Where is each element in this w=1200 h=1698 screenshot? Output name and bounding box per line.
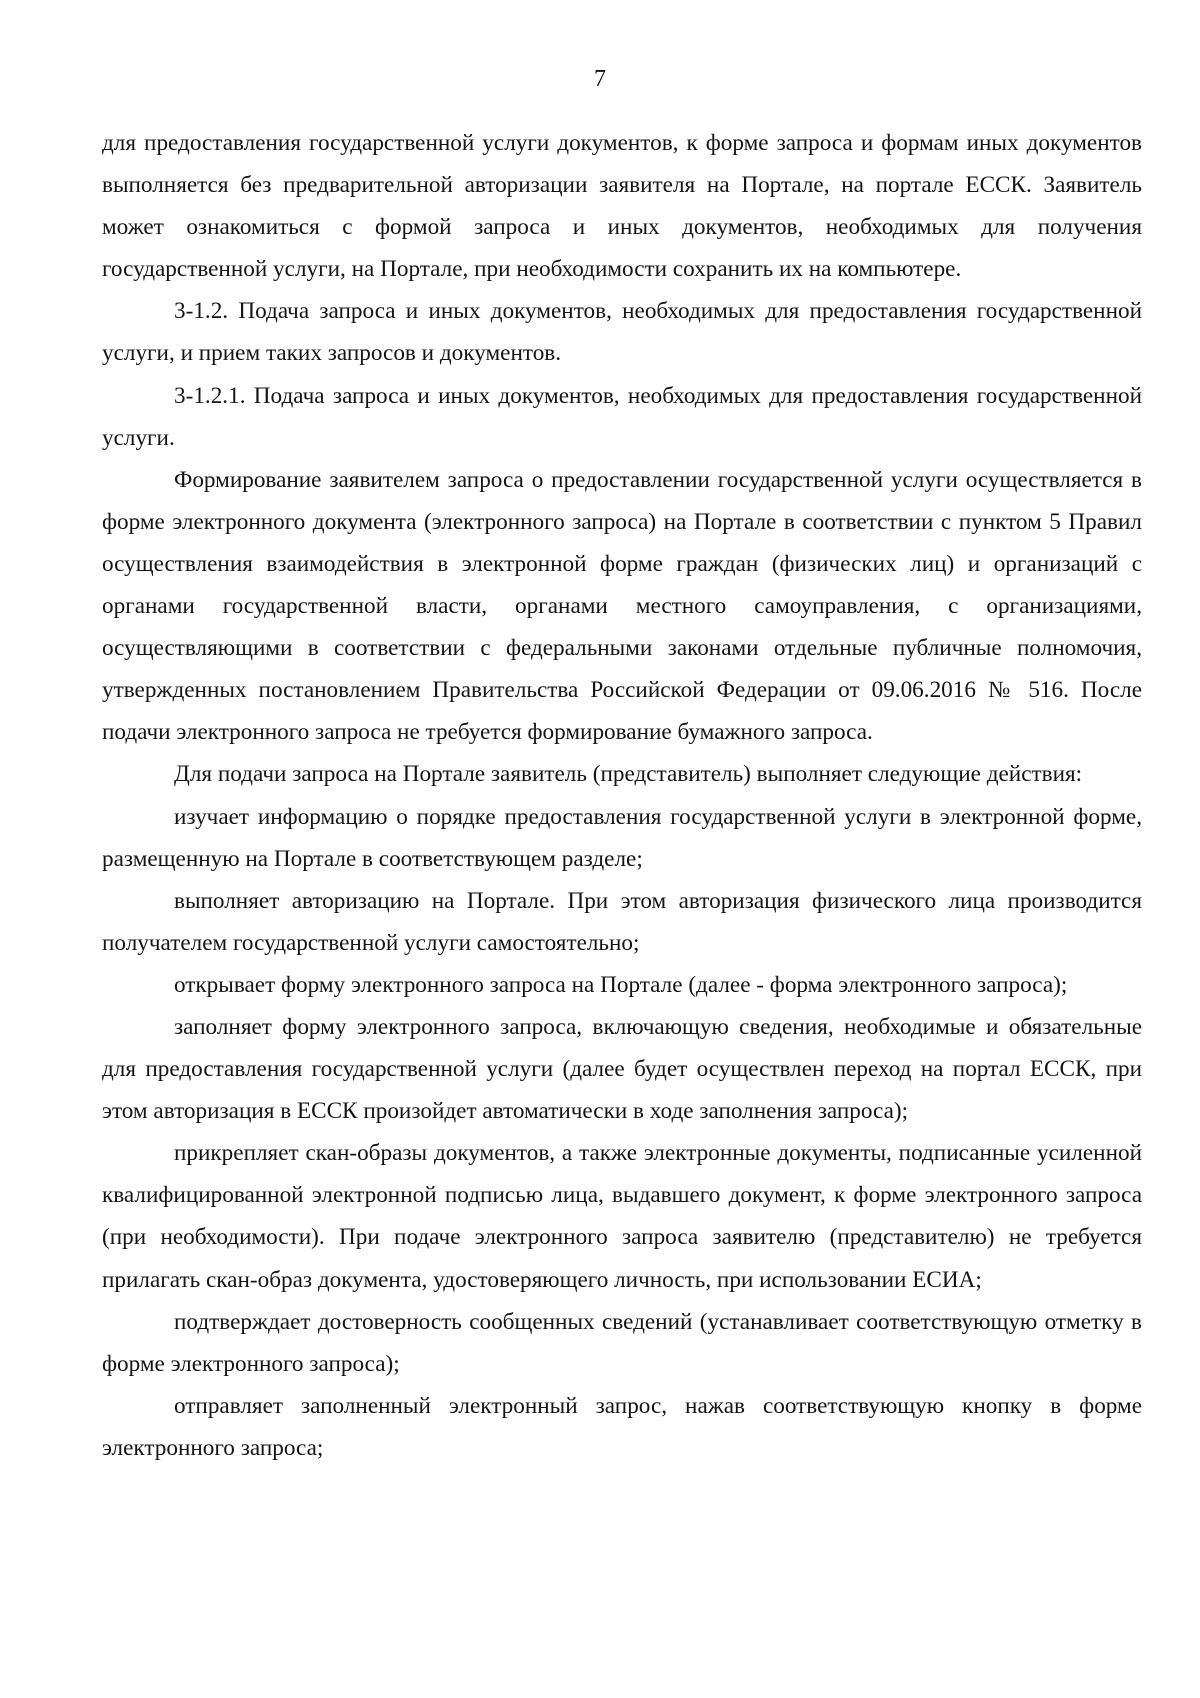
page-number: 7	[594, 66, 606, 92]
document-body	[102, 122, 1142, 1469]
paragraph-request-formation: Формирование заявителем запроса о предоставлении государственной услуги осуществляется в форме электронного документа (электронного запроса) на Портале в соответствии с пунктом 5 Правил осуществления взаимодействия в электронной форме граждан (физических лиц) и организаций с органами государственной власти, органами местного самоуправления, с организациями, осуществляющими в соответствии с федеральными законами отдельные публичные полномочия, утвержденных постановлением Правительства Российской Федерации от 09.06.2016 № 516. После подачи электронного запроса не требуется формирование бумажного запроса.	[102, 466, 1142, 746]
list-item-send-request: отправляет заполненный электронный запрос, нажав соответствующую кнопку в форме электронного запроса;	[102, 1392, 1142, 1461]
list-item-fill-form: заполняет форму электронного запроса, включающую сведения, необходимые и обязательные для предоставления государственной услуги (далее будет осуществлен переход на портал ЕССК, при этом авторизация в ЕССК произойдет автоматически в ходе заполнения запроса);	[102, 1013, 1142, 1125]
paragraph-continuation: для предоставления государственной услуги документов, к форме запроса и формам иных документов выполняется без предварительной авторизации заявителя на Портале, на портале ЕССК. Заявитель может ознакомиться с формой запроса и иных документов, необходимых для получения государственной услуги, на Портале, при необходимости сохранить их на компьютере.	[102, 130, 1142, 283]
list-item-confirm-data: подтверждает достоверность сообщенных сведений (устанавливает соответствующую отметку в форме электронного запроса);	[102, 1308, 1142, 1377]
list-item-authorization: выполняет авторизацию на Портале. При этом авторизация физического лица производится получателем государственной услуги самостоятельно;	[102, 887, 1142, 956]
paragraph-actions-intro: Для подачи запроса на Портале заявитель (представитель) выполняет следующие действия:	[174, 761, 1083, 788]
list-item-open-form: открывает форму электронного запроса на Портале (далее - форма электронного запроса);	[174, 971, 1068, 998]
paragraph-section-3-1-2: 3-1.2. Подача запроса и иных документов, необходимых для предоставления государственной услуги, и прием таких запросов и документов.	[102, 298, 1142, 367]
list-item-study-info: изучает информацию о порядке предоставления государственной услуги в электронной форме, размещенную на Портале в соответствующем разделе;	[102, 803, 1142, 872]
paragraph-section-3-1-2-1: 3-1.2.1. Подача запроса и иных документов, необходимых для предоставления государственной услуги.	[102, 382, 1142, 451]
list-item-attach-scans: прикрепляет скан-образы документов, а также электронные документы, подписанные усиленной квалифицированной электронной подписью лица, выдавшего документ, к форме электронного запроса (при необходимости). При подаче электронного запроса заявителю (представителю) не требуется прилагать скан-образ документа, удостоверяющего личность, при использовании ЕСИА;	[102, 1140, 1142, 1293]
